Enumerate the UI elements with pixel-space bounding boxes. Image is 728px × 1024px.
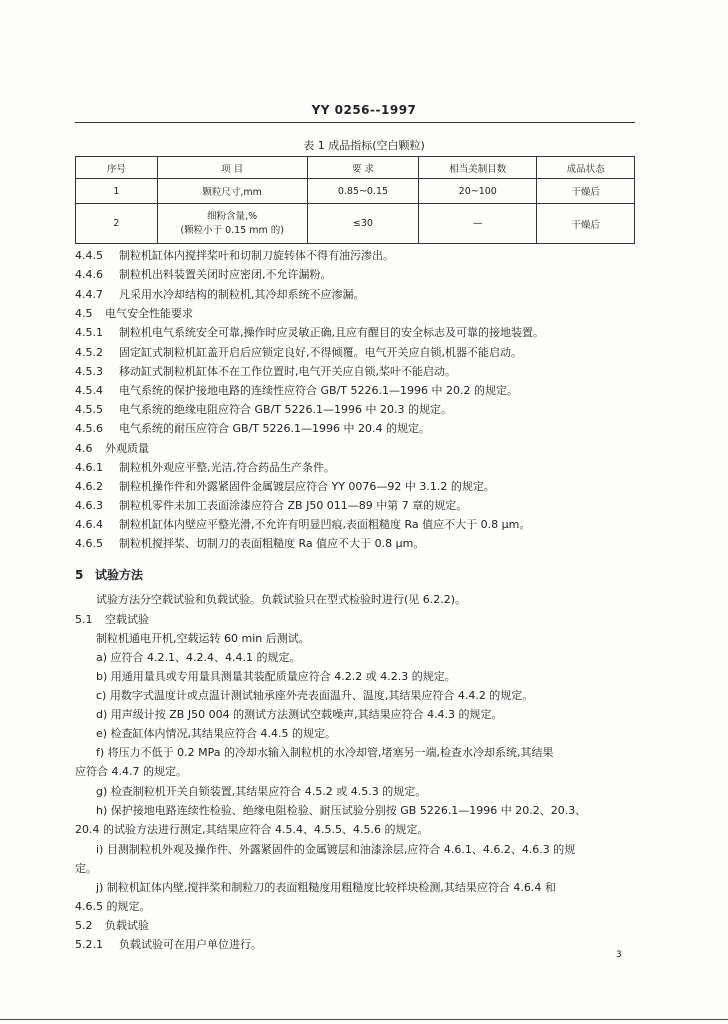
cell-mesh: 20~100	[419, 179, 537, 204]
header-rule	[75, 122, 635, 123]
clause-text: 试验方法	[95, 568, 144, 582]
section-5-heading	[75, 567, 645, 583]
clause-number: 4.6.3	[75, 499, 103, 512]
clause-4-4-5	[75, 248, 645, 264]
clause-text: 制粒机零件未加工表面涂漆应符合 ZB J50 011—89 中第 7 章的规定。	[119, 499, 468, 512]
clause-number: 4.6.4	[75, 518, 103, 531]
clause-4-5-4	[75, 383, 645, 399]
list-item-j-cont: 4.6.5 的规定。	[75, 900, 151, 913]
table-row	[76, 204, 635, 244]
cell-no: 2	[76, 204, 158, 244]
section-5-intro: 试验方法分空载试验和负载试验。负载试验只在型式检验时进行(见 6.2.2)。	[96, 593, 467, 606]
clause-text: 负载试验	[105, 919, 149, 932]
cell-state: 干燥后	[537, 179, 635, 204]
list-item-b: b) 用通用量具或专用量具测量其装配质量应符合 4.2.2 或 4.2.3 的规定。	[96, 670, 456, 683]
clause-4-4-7	[75, 287, 645, 303]
clause-text: 移动缸式制粒机缸体不在工作位置时,电气开关应自锁,桨叶不能启动。	[119, 365, 456, 378]
clause-number: 4.4.5	[75, 249, 103, 262]
clause-number: 4.6.2	[75, 480, 103, 493]
col-header-no: 序号	[76, 157, 158, 179]
cell-item-label: 细粉含量,%	[207, 210, 258, 222]
page-bottom-rule	[0, 1019, 728, 1020]
clause-text: 制粒机缸体内搅拌桨叶和切制刀旋转体不得有油污渗出。	[119, 249, 394, 262]
clause-number: 5.2	[75, 919, 93, 932]
clause-number: 4.5.3	[75, 365, 103, 378]
clause-text: 空载试验	[105, 613, 149, 626]
list-item-d: d) 用声级计按 ZB J50 004 的测试方法测试空载噪声,其结果应符合 4.4.3 的规定。	[96, 708, 503, 721]
clause-4-6-1	[75, 460, 645, 476]
list-item-i: i) 目测制粒机外观及操作件、外露紧固件的金属镀层和油漆涂层,应符合 4.6.1、4.6.2、4.6.3 的规	[96, 843, 576, 856]
cell-item: 颗粒尺寸,mm	[157, 179, 307, 204]
clause-number: 4.5.2	[75, 346, 103, 359]
section-4-6-heading	[75, 441, 645, 457]
section-5-2-heading	[75, 918, 645, 934]
clause-text: 负载试验可在用户单位进行。	[119, 938, 262, 951]
clause-4-5-3	[75, 364, 645, 380]
list-item-c: c) 用数字式温度计或点温计测试轴承座外壳表面温升、温度,其结果应符合 4.4.2 的规定。	[96, 689, 534, 702]
clause-number: 4.4.7	[75, 288, 103, 301]
clause-4-6-5	[75, 536, 645, 552]
clause-5-2-1	[75, 937, 645, 953]
clause-number: 5	[75, 568, 84, 582]
clause-number: 4.5.6	[75, 422, 103, 435]
clause-text: 电气系统的耐压应符合 GB/T 5226.1—1996 中 20.4 的规定。	[119, 422, 430, 435]
table-header-row	[76, 157, 635, 179]
col-header-mesh: 相当美制目数	[419, 157, 537, 179]
list-item-j: j) 制粒机缸体内壁,搅拌桨和制粒刀的表面粗糙度用粗糙度比较样块检测,其结果应符合 4.6.4 和	[96, 881, 556, 894]
list-item-g: g) 检查制粒机开关自锁装置,其结果应符合 4.5.2 或 4.5.3 的规定。	[96, 785, 427, 798]
clause-text: 固定缸式制粒机缸盖开启后应锁定良好,不得倾覆。电气开关应自锁,机器不能启动。	[119, 346, 522, 359]
clause-4-5-1	[75, 325, 645, 341]
clause-text: 外观质量	[105, 442, 149, 455]
clause-number: 4.5	[75, 307, 93, 320]
list-item-h: h) 保护接地电路连续性检验、绝缘电阻检验、耐压试验分别按 GB 5226.1—1996 中 20.2、20.3、	[96, 804, 587, 817]
clause-text: 制粒机出料装置关闭时应密闭,不允许漏粉。	[119, 268, 332, 281]
col-header-item: 项 目	[157, 157, 307, 179]
page-number: 3	[616, 950, 622, 960]
table-caption: 表 1 成品指标(空白颗粒)	[303, 139, 425, 152]
clause-text: 制粒机缸体内壁应平整光滑,不允许有明显凹痕,表面粗糙度 Ra 值应不大于 0.8 μm。	[119, 518, 531, 531]
col-header-state: 成品状态	[537, 157, 635, 179]
clause-number: 5.1	[75, 613, 93, 626]
clause-number: 4.4.6	[75, 268, 103, 281]
list-item-f: f) 将压力不低于 0.2 MPa 的冷却水输入制粒机的水冷却管,堵塞另一端,检查水冷却系统,其结果	[96, 746, 554, 759]
cell-item	[157, 204, 307, 244]
product-spec-table	[75, 156, 635, 244]
cell-req: ≤30	[307, 204, 419, 244]
clause-text: 电气系统的绝缘电阻应符合 GB/T 5226.1—1996 中 20.3 的规定。	[119, 403, 452, 416]
clause-4-5-6	[75, 421, 645, 437]
clause-4-4-6	[75, 267, 645, 283]
standard-header: YY 0256--1997	[311, 103, 417, 117]
list-item-f-cont: 应符合 4.4.7 的规定。	[75, 765, 187, 778]
list-item-h-cont: 20.4 的试验方法进行测定,其结果应符合 4.5.4、4.5.5、4.5.6 的规定。	[75, 823, 429, 836]
clause-number: 4.6.1	[75, 461, 103, 474]
clause-number: 5.2.1	[75, 938, 103, 951]
clause-number: 4.6.5	[75, 537, 103, 550]
cell-mesh: —	[419, 204, 537, 244]
clause-text: 制粒机操作件和外露紧固件金属镀层应符合 YY 0076—92 中 3.1.2 的规定。	[119, 480, 495, 493]
cell-req: 0.85~0.15	[307, 179, 419, 204]
clause-number: 4.5.5	[75, 403, 103, 416]
clause-text: 制粒机搅拌桨、切制刀的表面粗糙度 Ra 值应不大于 0.8 μm。	[119, 537, 425, 550]
list-item-a: a) 应符合 4.2.1、4.2.4、4.4.1 的规定。	[96, 651, 301, 664]
clause-number: 4.6	[75, 442, 93, 455]
clause-number: 4.5.1	[75, 326, 103, 339]
col-header-req: 要 求	[307, 157, 419, 179]
clause-4-6-4	[75, 517, 645, 533]
clause-text: 电气安全性能要求	[105, 307, 193, 320]
list-item-e: e) 检查缸体内情况,其结果应符合 4.4.5 的规定。	[96, 727, 337, 740]
clause-text: 电气系统的保护接地电路的连续性应符合 GB/T 5226.1—1996 中 20.2 的规定。	[119, 384, 518, 397]
section-4-5-heading	[75, 306, 645, 322]
clause-4-5-5	[75, 402, 645, 418]
table-row	[76, 179, 635, 204]
section-5-1-heading	[75, 612, 645, 628]
clause-text: 制粒机电气系统安全可靠,操作时应灵敏正确,且应有醒目的安全标志及可靠的接地装置。	[119, 326, 544, 339]
cell-no: 1	[76, 179, 158, 204]
clause-text: 凡采用水冷却结构的制粒机,其冷却系统不应渗漏。	[119, 288, 365, 301]
clause-4-5-2	[75, 345, 645, 361]
list-item-i-cont: 定。	[75, 862, 97, 875]
clause-4-6-2	[75, 479, 645, 495]
clause-text: 制粒机外观应平整,光洁,符合药品生产条件。	[119, 461, 335, 474]
cell-item-note: (颗粒小于 0.15 mm 的)	[180, 224, 284, 236]
clause-number: 4.5.4	[75, 384, 103, 397]
clause-4-6-3	[75, 498, 645, 514]
cell-state: 干燥后	[537, 204, 635, 244]
section-5-1-intro: 制粒机通电开机,空载运转 60 min 后测试。	[96, 632, 310, 645]
